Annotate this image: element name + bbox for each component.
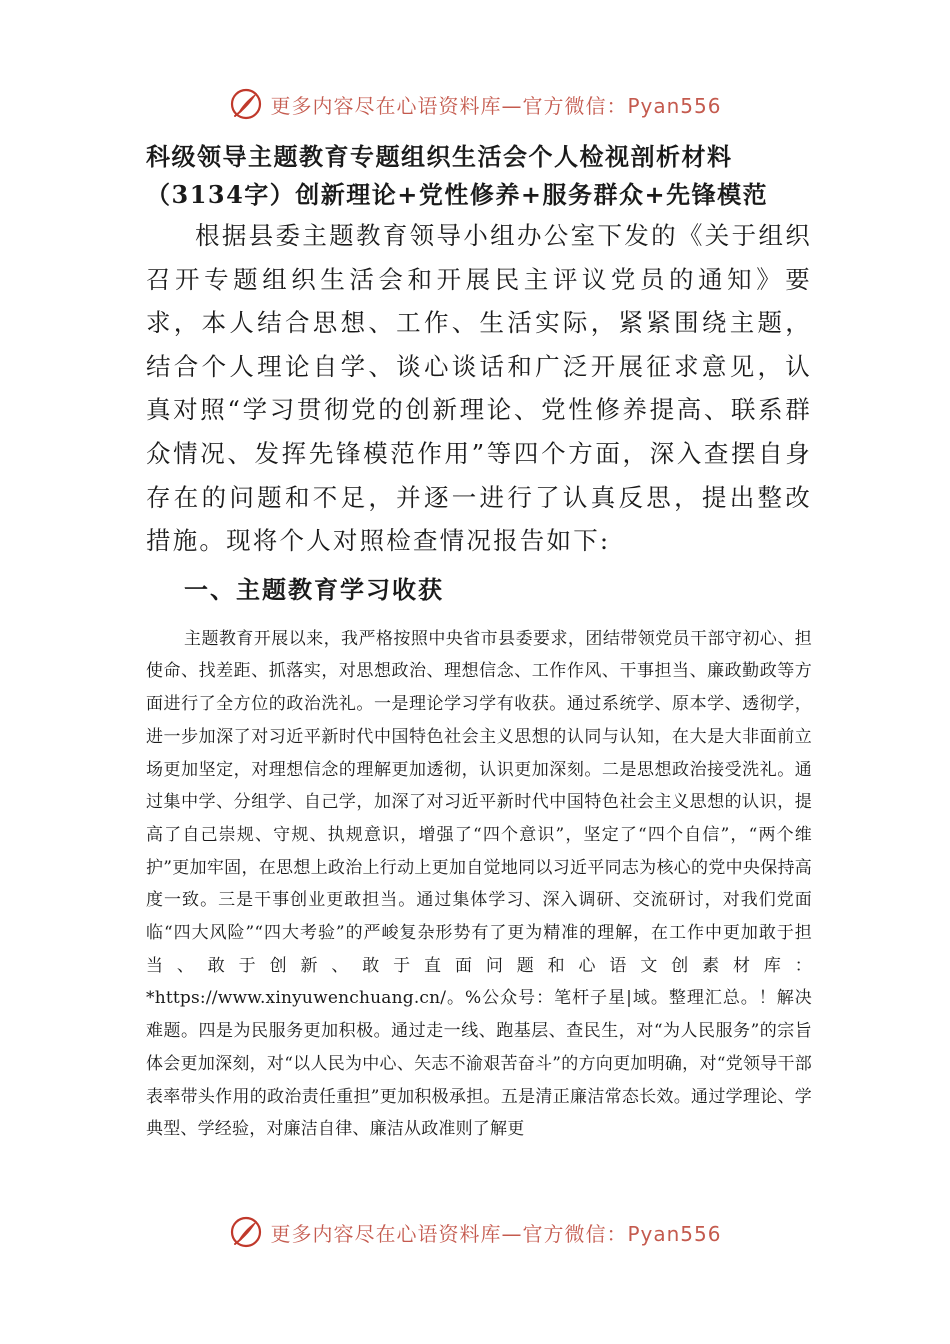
document-body: [146, 138, 812, 1146]
quill-logo-icon: [228, 86, 264, 122]
header-banner: [0, 84, 950, 124]
intro-paragraph: 根据县委主题教育领导小组办公室下发的《关于组织召开专题组织生活会和开展民主评议党员的通知》要求，本人结合思想、工作、生活实际，紧紧围绕主题，结合个人理论自学、谈心谈话和广泛开展征求意见，认真对照“学习贯彻党的创新理论、党性修养提高、联系群众情况、发挥先锋模范作用”等四个方面，深入查摆自身存在的问题和不足，并逐一进行了认真反思，提出整改措施。现将个人对照检查情况报告如下:: [146, 221, 812, 556]
quill-logo-icon: [228, 1214, 264, 1250]
section-heading: 一、主题教育学习收获: [184, 574, 444, 604]
banner-text: 更多内容尽在心语资料库—官方微信：Pyan556: [270, 1221, 722, 1246]
banner-text: 更多内容尽在心语资料库—官方微信：Pyan556: [270, 93, 722, 118]
document-title: 科级领导主题教育专题组织生活会个人检视剖析材料（3134字）创新理论+党性修养+服务群众+先锋模范: [146, 142, 769, 209]
footer-banner: [0, 1212, 950, 1252]
section-paragraph: 主题教育开展以来，我严格按照中央省市县委要求，团结带领党员干部守初心、担使命、找差距、抓落实，对思想政治、理想信念、工作作风、干事担当、廉政勤政等方面进行了全方位的政治洗礼。一是理论学习学有收获。通过系统学、原本学、透彻学，进一步加深了对习近平新时代中国特色社会主义思想的认同与认知，在大是大非面前立场更加坚定，对理想信念的理解更加透彻，认识更加深刻。二是思想政治接受洗礼。通过集中学、分组学、自己学，加深了对习近平新时代中国特色社会主义思想的认识，提高了自己崇规、守规、执规意识，增强了“四个意识”，坚定了“四个自信”，“两个维护”更加牢固，在思想上政治上行动上更加自觉地同以习近平同志为核心的党中央保持高度一致。三是干事创业更敢担当。通过集体学习、深入调研、交流研讨，对我们党面临“四大风险”“四大考验”的严峻复杂形势有了更为精准的理解，在工作中更加敢于担当、敢于创新、敢于直面问题和心语文创素材库：*https://www.xinyuwenchuang.cn/。%公众号：笔杆子星|域。整理汇总。！解决难题。四是为民服务更加积极。通过走一线、跑基层、查民生，对“为人民服务”的宗旨体会更加深刻，对“以人民为中心、矢志不渝艰苦奋斗”的方向更加明确，对“党领导干部表率带头作用的政治责任重担”更加积极承担。五是清正廉洁常态长效。通过学理论、学典型、学经验，对廉洁自律、廉洁从政准则了解更: [146, 628, 812, 1140]
